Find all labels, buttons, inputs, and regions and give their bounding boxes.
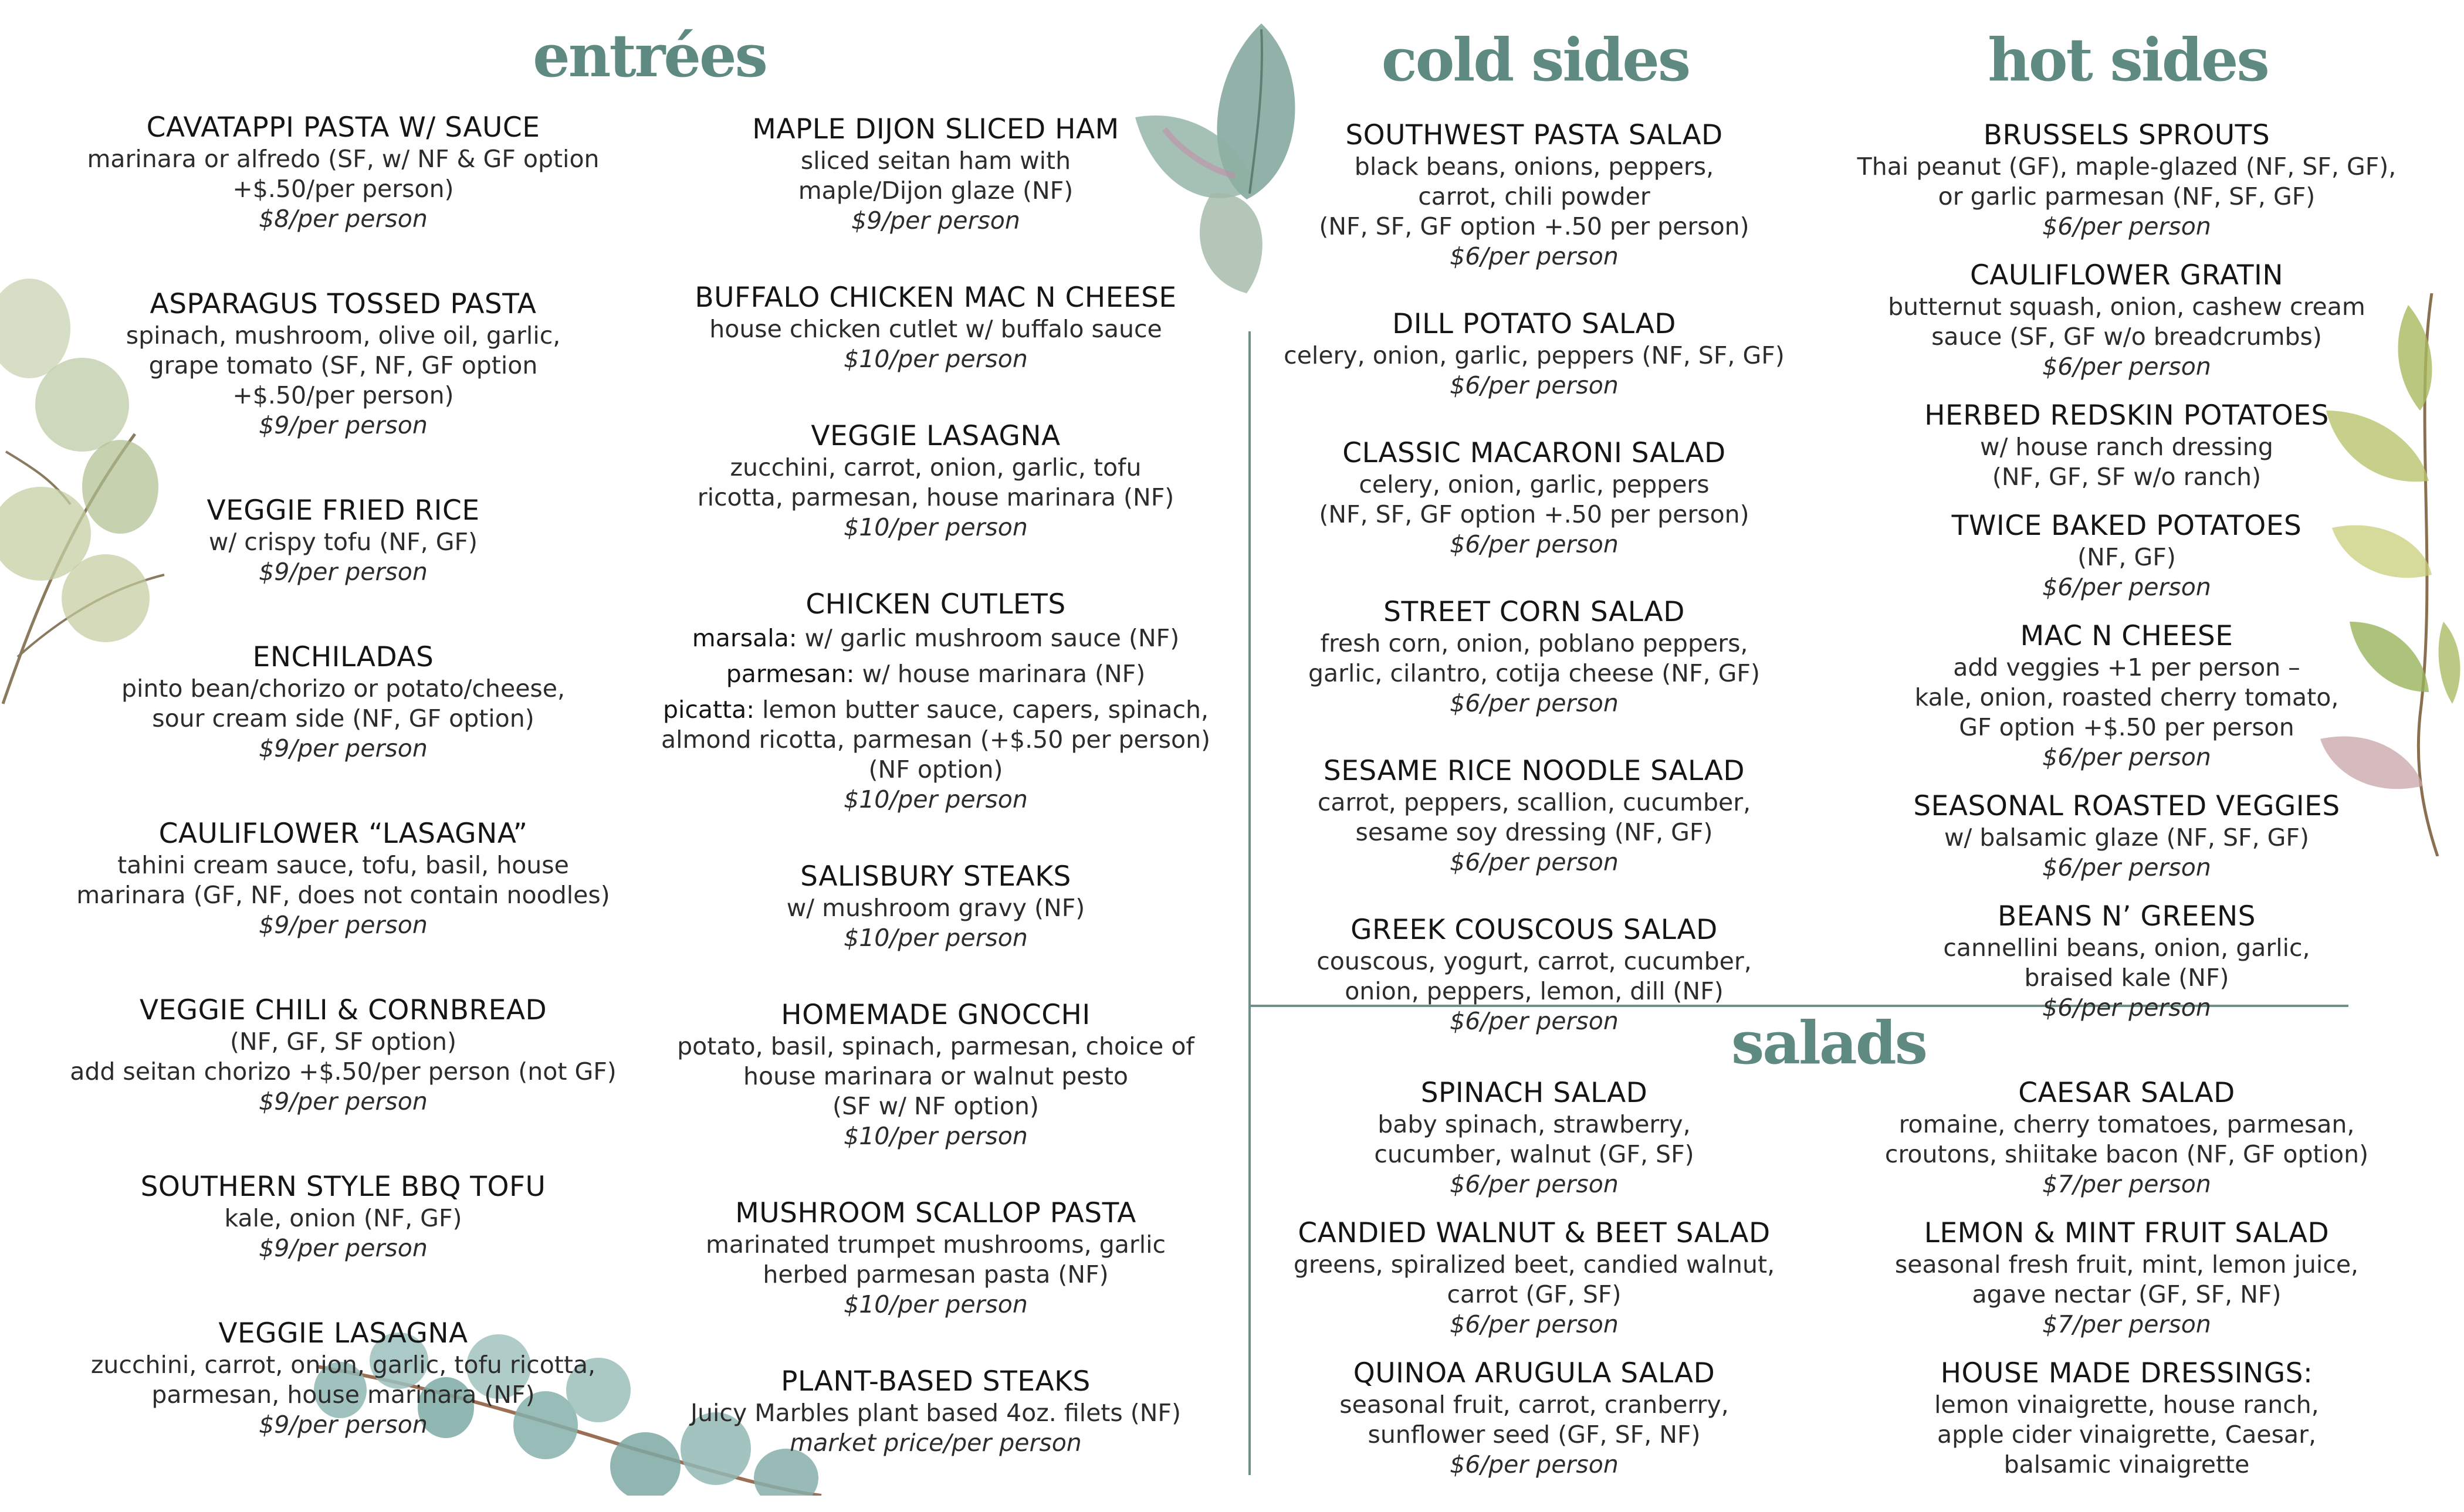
item-desc: marinara (GF, NF, does not contain noodles) bbox=[76, 881, 610, 909]
item-desc: GF option +$.50 per person bbox=[1959, 713, 2294, 741]
menu-item bbox=[1836, 620, 2417, 772]
item-name: BRUSSELS SPROUTS bbox=[1983, 119, 2270, 151]
item-price: $10/per person bbox=[844, 1290, 1028, 1318]
item-price: $6/per person bbox=[2042, 994, 2211, 1022]
menu-item bbox=[639, 999, 1232, 1151]
heading-cold-sides: cold sides bbox=[1381, 25, 1690, 94]
item-desc: butternut squash, onion, cashew cream bbox=[1888, 293, 2365, 321]
menu-item bbox=[1836, 399, 2417, 492]
item-name: VEGGIE FRIED RICE bbox=[207, 494, 480, 527]
menu-item bbox=[639, 860, 1232, 953]
item-price: $6/per person bbox=[2042, 212, 2211, 240]
menu-item bbox=[1255, 755, 1813, 877]
item-price: $9/per person bbox=[259, 1234, 428, 1262]
item-desc: Thai peanut (GF), maple-glazed (NF, SF, GF), bbox=[1857, 152, 2397, 181]
item-desc: baby spinach, strawberry, bbox=[1377, 1110, 1691, 1138]
item-name: MAPLE DIJON SLICED HAM bbox=[752, 113, 1119, 145]
item-price: $9/per person bbox=[259, 411, 428, 439]
item-name: CANDIED WALNUT & BEET SALAD bbox=[1298, 1217, 1771, 1249]
item-desc: w/ mushroom gravy (NF) bbox=[786, 894, 1085, 922]
menu-item bbox=[639, 1197, 1232, 1320]
item-desc: braised kale (NF) bbox=[2024, 964, 2229, 992]
menu-item bbox=[1255, 1357, 1813, 1480]
menu-item bbox=[23, 111, 663, 234]
item-desc: (SF w/ NF option) bbox=[832, 1092, 1039, 1120]
entrees-column-2 bbox=[639, 113, 1232, 1512]
menu-item bbox=[1836, 510, 2417, 602]
item-desc: black beans, onions, peppers, bbox=[1354, 152, 1714, 181]
item-desc: agave nectar (GF, SF, NF) bbox=[1972, 1280, 2282, 1308]
item-price: $6/per person bbox=[2042, 743, 2211, 771]
item-price: $9/per person bbox=[851, 206, 1020, 235]
item-desc: (NF, SF, GF option +.50 per person) bbox=[1319, 212, 1749, 240]
item-desc: romaine, cherry tomatoes, parmesan, bbox=[1898, 1110, 2355, 1138]
option-text: lemon butter sauce, capers, spinach, bbox=[754, 696, 1209, 724]
salads-column-1 bbox=[1255, 1077, 1813, 1480]
item-desc: add seitan chorizo +$.50/per person (not GF) bbox=[70, 1057, 617, 1086]
item-name: SOUTHERN STYLE BBQ TOFU bbox=[140, 1171, 546, 1203]
item-price: $10/per person bbox=[844, 785, 1028, 813]
menu-item bbox=[1255, 914, 1813, 1036]
item-desc: or garlic parmesan (NF, SF, GF) bbox=[1938, 182, 2316, 211]
option-marsala bbox=[639, 623, 1232, 653]
cold-sides-column bbox=[1255, 119, 1813, 1090]
item-desc: onion, peppers, lemon, dill (NF) bbox=[1345, 977, 1724, 1005]
item-desc: balsamic vinaigrette bbox=[2003, 1450, 2250, 1479]
item-desc: (NF, SF, GF option +.50 per person) bbox=[1319, 500, 1749, 528]
heading-entrees: entrées bbox=[533, 21, 766, 90]
item-name: ENCHILADAS bbox=[252, 641, 434, 673]
menu-item bbox=[1255, 596, 1813, 718]
menu-item bbox=[1836, 790, 2417, 883]
item-desc: parmesan, house marinara (NF) bbox=[151, 1381, 535, 1409]
item-desc: grape tomato (SF, NF, GF option bbox=[148, 351, 538, 379]
item-desc: w/ balsamic glaze (NF, SF, GF) bbox=[1944, 823, 2309, 852]
menu-item bbox=[639, 282, 1232, 374]
menu-item bbox=[1255, 119, 1813, 272]
item-desc: potato, basil, spinach, parmesan, choice of bbox=[677, 1032, 1194, 1060]
option-parmesan bbox=[639, 659, 1232, 689]
item-desc: couscous, yogurt, carrot, cucumber, bbox=[1316, 947, 1752, 975]
item-name: BUFFALO CHICKEN MAC N CHEESE bbox=[695, 282, 1177, 314]
item-desc: marinated trumpet mushrooms, garlic bbox=[705, 1230, 1166, 1259]
item-price: market price/per person bbox=[790, 1429, 1082, 1457]
item-desc: kale, onion, roasted cherry tomato, bbox=[1914, 683, 2339, 711]
item-price: $9/per person bbox=[259, 911, 428, 939]
item-desc: marinara or alfredo (SF, w/ NF & GF option bbox=[87, 145, 600, 173]
salads-column-2 bbox=[1836, 1077, 2417, 1480]
item-price: $6/per person bbox=[1450, 530, 1619, 558]
item-price: $6/per person bbox=[1450, 1450, 1619, 1479]
item-name: QUINOA ARUGULA SALAD bbox=[1353, 1357, 1715, 1389]
item-name: TWICE BAKED POTATOES bbox=[1951, 510, 2302, 542]
item-price: $10/per person bbox=[844, 1122, 1028, 1150]
option-text: w/ house marinara (NF) bbox=[854, 660, 1146, 688]
menu-item bbox=[23, 641, 663, 764]
item-desc: garlic, cilantro, cotija cheese (NF, GF) bbox=[1308, 659, 1760, 687]
item-price: $6/per person bbox=[2042, 573, 2211, 601]
item-price: $10/per person bbox=[844, 924, 1028, 952]
item-desc: herbed parmesan pasta (NF) bbox=[763, 1260, 1109, 1289]
option-picatta bbox=[639, 695, 1232, 725]
item-desc: +$.50/per person) bbox=[232, 175, 454, 203]
heading-salads: salads bbox=[1731, 1008, 1927, 1077]
item-desc: (NF option) bbox=[868, 755, 1003, 784]
dressings-item bbox=[1836, 1357, 2417, 1480]
menu-item bbox=[23, 818, 663, 940]
item-name: LEMON & MINT FRUIT SALAD bbox=[1924, 1217, 2330, 1249]
item-price: $10/per person bbox=[844, 345, 1028, 373]
item-name: MAC N CHEESE bbox=[2020, 620, 2233, 652]
item-name: CAULIFLOWER “LASAGNA” bbox=[158, 818, 528, 850]
item-desc: house chicken cutlet w/ buffalo sauce bbox=[709, 315, 1162, 343]
item-desc: (NF, GF, SF option) bbox=[229, 1028, 457, 1056]
item-price: $8/per person bbox=[259, 205, 428, 233]
item-price: $10/per person bbox=[844, 513, 1028, 541]
item-price: $6/per person bbox=[1450, 1170, 1619, 1198]
item-desc: apple cider vinaigrette, Caesar, bbox=[1937, 1421, 2317, 1449]
item-desc: (NF, GF) bbox=[2077, 543, 2176, 571]
item-desc: pinto bean/chorizo or potato/cheese, bbox=[121, 674, 566, 703]
vertical-divider bbox=[1248, 331, 1251, 1475]
option-label: parmesan: bbox=[726, 660, 855, 688]
option-label: marsala: bbox=[692, 624, 797, 652]
menu-item bbox=[23, 494, 663, 587]
item-desc: celery, onion, garlic, peppers (NF, SF, GF) bbox=[1284, 341, 1785, 369]
item-name: VEGGIE LASAGNA bbox=[811, 420, 1061, 452]
item-desc: kale, onion (NF, GF) bbox=[224, 1204, 462, 1232]
item-name: HOMEMADE GNOCCHI bbox=[781, 999, 1091, 1031]
item-desc: ricotta, parmesan, house marinara (NF) bbox=[697, 483, 1175, 511]
option-text: w/ garlic mushroom sauce (NF) bbox=[797, 624, 1180, 652]
item-desc: house marinara or walnut pesto bbox=[743, 1062, 1128, 1090]
heading-hot-sides: hot sides bbox=[1988, 25, 2268, 94]
item-price: $9/per person bbox=[259, 1087, 428, 1116]
chicken-cutlets-item bbox=[639, 588, 1232, 815]
item-name: SEASONAL ROASTED VEGGIES bbox=[1913, 790, 2340, 822]
menu-item bbox=[639, 113, 1232, 236]
item-desc: sunflower seed (GF, SF, NF) bbox=[1368, 1421, 1701, 1449]
item-desc: maple/Dijon glaze (NF) bbox=[798, 177, 1074, 205]
item-name: CAVATAPPI PASTA W/ SAUCE bbox=[146, 111, 540, 144]
item-desc: cannellini beans, onion, garlic, bbox=[1943, 934, 2310, 962]
menu-item bbox=[23, 1317, 663, 1440]
menu-item bbox=[1836, 259, 2417, 382]
item-name: CHICKEN CUTLETS bbox=[805, 588, 1066, 621]
item-price: $7/per person bbox=[2042, 1170, 2211, 1198]
item-price: $6/per person bbox=[1450, 242, 1619, 270]
item-desc: fresh corn, onion, poblano peppers, bbox=[1320, 629, 1748, 657]
menu-item bbox=[1255, 1217, 1813, 1340]
item-desc: sliced seitan ham with bbox=[800, 147, 1071, 175]
item-desc: celery, onion, garlic, peppers bbox=[1359, 470, 1710, 499]
menu-item bbox=[1836, 1217, 2417, 1340]
menu-item bbox=[1255, 437, 1813, 560]
item-desc: cucumber, walnut (GF, SF) bbox=[1374, 1140, 1694, 1168]
item-desc: almond ricotta, parmesan (+$.50 per person) bbox=[661, 726, 1211, 754]
item-desc: sour cream side (NF, GF option) bbox=[152, 704, 534, 733]
item-desc: w/ house ranch dressing bbox=[1980, 433, 2273, 461]
menu-item bbox=[23, 288, 663, 440]
entrees-column-1 bbox=[23, 111, 663, 1494]
menu-item bbox=[1836, 1077, 2417, 1199]
item-name: VEGGIE LASAGNA bbox=[218, 1317, 468, 1350]
item-desc: w/ crispy tofu (NF, GF) bbox=[208, 528, 478, 556]
item-price: $6/per person bbox=[1450, 848, 1619, 876]
item-desc: carrot, chili powder bbox=[1418, 182, 1650, 211]
menu-item bbox=[1255, 308, 1813, 401]
item-name: BEANS N’ GREENS bbox=[1997, 900, 2256, 933]
menu-item bbox=[1836, 119, 2417, 242]
item-desc: sauce (SF, GF w/o breadcrumbs) bbox=[1931, 323, 2322, 351]
item-name: SOUTHWEST PASTA SALAD bbox=[1345, 119, 1723, 151]
item-desc: spinach, mushroom, olive oil, garlic, bbox=[126, 321, 561, 350]
item-desc: lemon vinaigrette, house ranch, bbox=[1934, 1391, 2319, 1419]
hot-sides-column bbox=[1836, 119, 2417, 1077]
item-price: $6/per person bbox=[2042, 352, 2211, 381]
item-desc: zucchini, carrot, onion, garlic, tofu ricotta, bbox=[90, 1351, 596, 1379]
menu-item bbox=[1836, 900, 2417, 1023]
item-price: $9/per person bbox=[259, 734, 428, 762]
item-desc: croutons, shiitake bacon (NF, GF option) bbox=[1884, 1140, 2369, 1168]
item-desc: zucchini, carrot, onion, garlic, tofu bbox=[730, 453, 1142, 482]
item-desc: seasonal fruit, carrot, cranberry, bbox=[1339, 1391, 1729, 1419]
item-name: HERBED REDSKIN POTATOES bbox=[1924, 399, 2329, 432]
item-desc: greens, spiralized beet, candied walnut, bbox=[1293, 1250, 1775, 1279]
item-name: GREEK COUSCOUS SALAD bbox=[1351, 914, 1718, 946]
menu-item bbox=[23, 1171, 663, 1263]
option-label: picatta: bbox=[662, 696, 755, 724]
item-desc: add veggies +1 per person – bbox=[1953, 653, 2300, 682]
item-desc: Juicy Marbles plant based 4oz. filets (NF) bbox=[690, 1399, 1182, 1427]
item-price: $9/per person bbox=[259, 1411, 428, 1439]
item-price: $6/per person bbox=[1450, 1007, 1619, 1035]
item-name: MUSHROOM SCALLOP PASTA bbox=[735, 1197, 1136, 1229]
item-name: SALISBURY STEAKS bbox=[800, 860, 1071, 893]
item-price: $6/per person bbox=[1450, 689, 1619, 717]
menu-item bbox=[639, 420, 1232, 543]
item-name: HOUSE MADE DRESSINGS: bbox=[1940, 1357, 2313, 1389]
item-desc: +$.50/per person) bbox=[232, 381, 454, 409]
item-name: ASPARAGUS TOSSED PASTA bbox=[150, 288, 537, 320]
item-name: STREET CORN SALAD bbox=[1383, 596, 1685, 628]
item-desc: sesame soy dressing (NF, GF) bbox=[1355, 818, 1713, 846]
item-price: $9/per person bbox=[259, 558, 428, 586]
item-name: SESAME RICE NOODLE SALAD bbox=[1323, 755, 1745, 787]
item-name: PLANT-BASED STEAKS bbox=[781, 1365, 1091, 1398]
item-name: CAESAR SALAD bbox=[2018, 1077, 2235, 1109]
item-name: VEGGIE CHILI & CORNBREAD bbox=[139, 994, 547, 1026]
item-desc: seasonal fresh fruit, mint, lemon juice, bbox=[1894, 1250, 2359, 1279]
item-price: $6/per person bbox=[2042, 853, 2211, 882]
item-desc: carrot (GF, SF) bbox=[1447, 1280, 1622, 1308]
item-price: $6/per person bbox=[1450, 371, 1619, 399]
item-price: $7/per person bbox=[2042, 1310, 2211, 1338]
menu-item bbox=[23, 994, 663, 1117]
menu-item bbox=[639, 1365, 1232, 1458]
item-desc: (NF, GF, SF w/o ranch) bbox=[1992, 463, 2262, 491]
item-desc: tahini cream sauce, tofu, basil, house bbox=[117, 851, 569, 879]
item-name: SPINACH SALAD bbox=[1420, 1077, 1648, 1109]
menu-item bbox=[1255, 1077, 1813, 1199]
item-name: CAULIFLOWER GRATIN bbox=[1969, 259, 2284, 291]
item-name: CLASSIC MACARONI SALAD bbox=[1342, 437, 1726, 469]
item-name: DILL POTATO SALAD bbox=[1392, 308, 1676, 340]
item-desc: carrot, peppers, scallion, cucumber, bbox=[1317, 788, 1751, 816]
item-price: $6/per person bbox=[1450, 1310, 1619, 1338]
